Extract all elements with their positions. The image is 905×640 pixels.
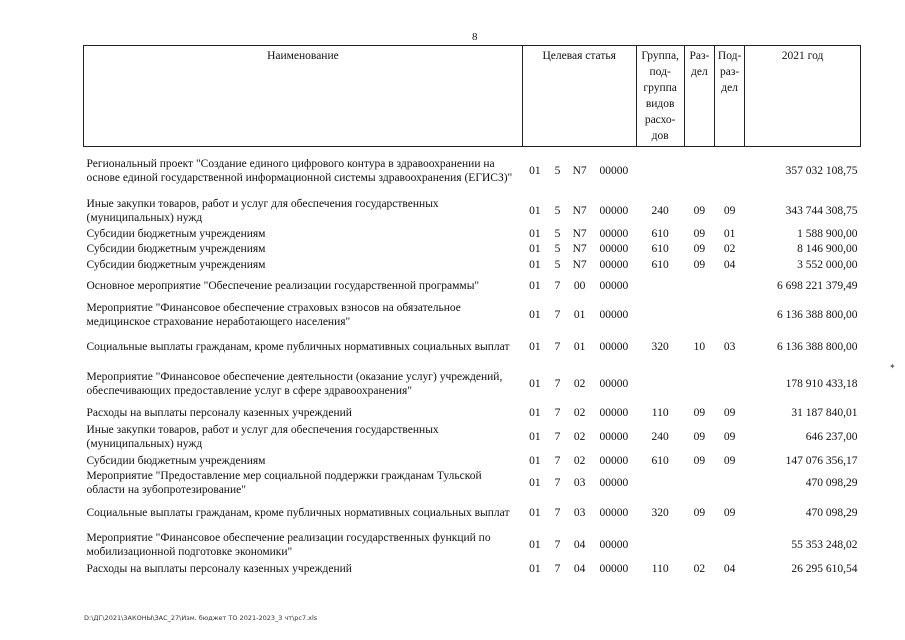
header-name: Наименование (84, 46, 523, 147)
table-row (84, 421, 861, 453)
table-header-row (84, 46, 861, 147)
expense-group: 610 (651, 243, 669, 255)
expense-group (636, 147, 684, 195)
row-name: Мероприятие "Финансовое обеспечение деятельности (оказание услуг) учреждений, обеспечивающих предоставление услуг в сфере здравоохранения" (86, 370, 503, 397)
expense-group: 110 (651, 406, 669, 419)
expense-group: 320 (651, 506, 669, 519)
target-event: 00 (573, 279, 586, 292)
header-year: 2021 год (745, 46, 861, 147)
row-name: Региональный проект "Создание единого цифрового контура в здравоохранении на основе единой государственной информационной системы здравоохранения (ЕГИСЗ)" (86, 157, 513, 184)
target-program: 01 (529, 506, 541, 519)
expense-group (636, 273, 684, 299)
target-direction: 00000 (599, 538, 629, 551)
target-subprogram: 5 (554, 243, 561, 255)
target-program: 01 (529, 243, 541, 255)
target-event: 03 (573, 476, 586, 489)
subsection-code: 04 (723, 562, 736, 575)
amount-2021: 8 146 900,00 (797, 243, 858, 255)
subsection-code (715, 147, 745, 195)
budget-table (83, 45, 861, 577)
section-code: 09 (693, 204, 706, 217)
row-name: Субсидии бюджетным учреждениям (86, 228, 266, 240)
section-code: 09 (693, 454, 706, 467)
row-name: Социальные выплаты гражданам, кроме публичных нормативных социальных выплат (86, 340, 510, 353)
subsection-code: 09 (723, 430, 736, 443)
subsection-code: 09 (723, 506, 736, 519)
subsection-code (715, 529, 745, 561)
section-code: 09 (693, 430, 706, 443)
section-code: 02 (693, 562, 706, 575)
table-row (84, 529, 861, 561)
expense-group: 110 (651, 562, 669, 575)
row-name: Основное мероприятие "Обеспечение реализации государственной программы" (86, 279, 480, 292)
target-subprogram: 7 (554, 340, 561, 353)
amount-2021: 343 744 308,75 (785, 204, 858, 217)
target-direction: 00000 (599, 204, 629, 217)
target-subprogram: 7 (554, 279, 561, 292)
table-row (84, 273, 861, 299)
target-program: 01 (529, 164, 541, 177)
margin-mark: ✦ (889, 362, 896, 371)
expense-group: 610 (651, 258, 669, 271)
target-subprogram: 5 (554, 164, 561, 177)
amount-2021: 26 295 610,54 (791, 562, 858, 575)
section-code (684, 363, 714, 405)
section-code: 09 (693, 406, 706, 419)
target-subprogram: 7 (554, 454, 561, 467)
row-name: Субсидии бюджетным учреждениям (86, 454, 266, 467)
expense-group: 610 (651, 228, 669, 240)
header-section: Раз-дел (684, 46, 714, 147)
target-event: 02 (573, 454, 586, 467)
target-direction: 00000 (599, 340, 629, 353)
subsection-code: 03 (723, 340, 736, 353)
amount-2021: 147 076 356,17 (785, 454, 858, 467)
table-row (84, 299, 861, 331)
target-event: 02 (573, 430, 586, 443)
subsection-code: 01 (723, 228, 736, 240)
amount-2021: 55 353 248,02 (791, 538, 858, 551)
target-program: 01 (529, 476, 541, 489)
section-code (684, 147, 714, 195)
table-row (84, 331, 861, 363)
target-program: 01 (529, 430, 541, 443)
subsection-code: 04 (723, 258, 736, 271)
table-row (84, 227, 861, 242)
amount-2021: 6 136 388 800,00 (777, 340, 858, 353)
target-subprogram: 7 (554, 308, 561, 321)
row-name: Иные закупки товаров, работ и услуг для обеспечения государственных (муниципальных) нужд (86, 423, 439, 450)
row-name: Мероприятие "Предоставление мер социальной поддержки гражданам Тульской области на зубопротезирование" (86, 469, 482, 496)
page-number: 8 (472, 31, 478, 43)
amount-2021: 178 910 433,18 (785, 377, 858, 390)
amount-2021: 357 032 108,75 (785, 164, 858, 177)
section-code: 09 (693, 228, 706, 240)
target-subprogram: 5 (554, 228, 561, 240)
target-program: 01 (529, 204, 541, 217)
subsection-code (715, 363, 745, 405)
expense-group: 320 (651, 340, 669, 353)
expense-group: 610 (651, 454, 669, 467)
target-direction: 00000 (599, 430, 629, 443)
target-direction: 00000 (599, 454, 629, 467)
row-name: Субсидии бюджетным учреждениям (86, 258, 266, 271)
table-row (84, 561, 861, 577)
target-subprogram: 7 (554, 538, 561, 551)
target-direction: 00000 (599, 476, 629, 489)
subsection-code: 09 (723, 204, 736, 217)
target-event: N7 (572, 258, 587, 271)
table-row (84, 405, 861, 421)
target-event: 03 (573, 506, 586, 519)
subsection-code (715, 469, 745, 497)
target-program: 01 (529, 279, 541, 292)
row-name: Мероприятие "Финансовое обеспечение страховых взносов на обязательное медицинское страхование неработающего населения" (86, 301, 461, 328)
section-code (684, 299, 714, 331)
row-name: Субсидии бюджетным учреждениям (86, 243, 266, 255)
target-subprogram: 5 (554, 258, 561, 271)
amount-2021: 6 698 221 379,49 (777, 279, 858, 292)
table-row (84, 242, 861, 257)
target-program: 01 (529, 562, 541, 575)
target-subprogram: 7 (554, 562, 561, 575)
target-direction: 00000 (599, 228, 629, 240)
target-subprogram: 7 (554, 506, 561, 519)
section-code (684, 273, 714, 299)
subsection-code (715, 299, 745, 331)
amount-2021: 6 136 388 800,00 (777, 308, 858, 321)
target-subprogram: 7 (554, 476, 561, 489)
target-event: N7 (572, 164, 587, 177)
section-code: 09 (693, 243, 706, 255)
section-code: 10 (693, 340, 706, 353)
amount-2021: 1 588 900,00 (797, 228, 858, 240)
target-subprogram: 7 (554, 377, 561, 390)
target-subprogram: 7 (554, 406, 561, 419)
amount-2021: 646 237,00 (805, 430, 858, 443)
subsection-code: 09 (723, 406, 736, 419)
target-program: 01 (529, 454, 541, 467)
file-path-footer: D:\ДГ\2021\ЗАКОНЫ\ЗАС_27\Изм. бюджет ТО 2021-2023_3 чт\рс7.xls (84, 614, 318, 622)
target-event: 04 (573, 538, 586, 551)
table-row (84, 453, 861, 469)
subsection-code: 09 (723, 454, 736, 467)
target-event: N7 (572, 204, 587, 217)
target-event: 02 (573, 377, 586, 390)
target-direction: 00000 (599, 243, 629, 255)
target-event: 02 (573, 406, 586, 419)
target-direction: 00000 (599, 506, 629, 519)
target-program: 01 (529, 538, 541, 551)
amount-2021: 470 098,29 (805, 506, 858, 519)
target-event: N7 (572, 228, 587, 240)
table-row (84, 257, 861, 273)
expense-group (636, 469, 684, 497)
expense-group: 240 (651, 204, 669, 217)
target-direction: 00000 (599, 406, 629, 419)
expense-group (636, 529, 684, 561)
table-row (84, 195, 861, 227)
table-row (84, 363, 861, 405)
table-body (84, 147, 861, 577)
target-subprogram: 5 (554, 204, 561, 217)
target-direction: 00000 (599, 377, 629, 390)
header-group: Группа, под-группа видов расхо-дов (636, 46, 684, 147)
expense-group (636, 299, 684, 331)
row-name: Мероприятие "Финансовое обеспечение реализации государственных функций по мобилизационной подготовке экономики" (86, 531, 491, 558)
section-code: 09 (693, 506, 706, 519)
target-event: 01 (573, 340, 586, 353)
target-program: 01 (529, 308, 541, 321)
target-direction: 00000 (599, 279, 629, 292)
row-name: Расходы на выплаты персоналу казенных учреждений (86, 562, 352, 575)
amount-2021: 470 098,29 (805, 476, 858, 489)
table-row (84, 497, 861, 529)
target-event: 04 (573, 562, 586, 575)
row-name: Социальные выплаты гражданам, кроме публичных нормативных социальных выплат (86, 506, 510, 519)
target-direction: 00000 (599, 562, 629, 575)
target-subprogram: 7 (554, 430, 561, 443)
target-event: 01 (573, 308, 586, 321)
target-program: 01 (529, 340, 541, 353)
expense-group (636, 363, 684, 405)
target-event: N7 (572, 243, 587, 255)
amount-2021: 3 552 000,00 (797, 258, 858, 271)
target-direction: 00000 (599, 308, 629, 321)
table-row (84, 469, 861, 497)
expense-group: 240 (651, 430, 669, 443)
target-program: 01 (529, 377, 541, 390)
target-direction: 00000 (599, 164, 629, 177)
target-program: 01 (529, 228, 541, 240)
section-code (684, 469, 714, 497)
header-subsection: Под-раз-дел (715, 46, 745, 147)
target-direction: 00000 (599, 258, 629, 271)
header-target: Целевая статья (522, 46, 636, 147)
table-row (84, 147, 861, 195)
target-program: 01 (529, 258, 541, 271)
amount-2021: 31 187 840,01 (791, 406, 858, 419)
subsection-code (715, 273, 745, 299)
section-code: 09 (693, 258, 706, 271)
row-name: Иные закупки товаров, работ и услуг для обеспечения государственных (муниципальных) нужд (86, 197, 439, 224)
target-program: 01 (529, 406, 541, 419)
subsection-code: 02 (723, 243, 736, 255)
section-code (684, 529, 714, 561)
row-name: Расходы на выплаты персоналу казенных учреждений (86, 406, 352, 419)
